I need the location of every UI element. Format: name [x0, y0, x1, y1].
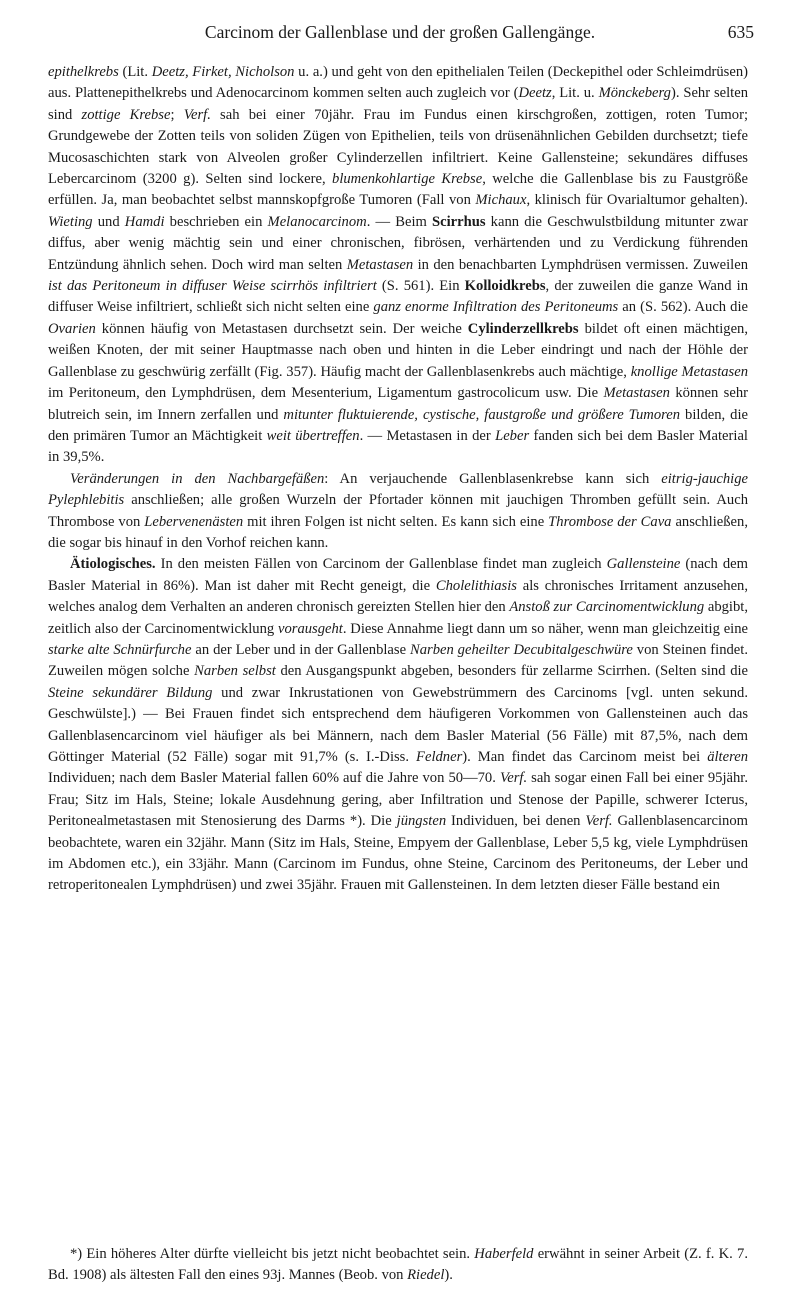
italic-run: Cholelithiasis	[435, 577, 517, 594]
italic-run: ist das Peritoneum in diffuser Weise scirrhös infiltriert	[48, 278, 377, 295]
text-run: den Ausgangspunkt abgeben, besonders für zellarme Scirrhen. (Selten sind die	[275, 663, 749, 680]
italic-run: Haberfeld	[474, 1246, 534, 1262]
italic-run: Gallensteine	[606, 556, 681, 573]
italic-run: Metastasen	[603, 385, 670, 402]
running-title: Carcinom der Gallenblase und der großen Gallengänge.	[204, 22, 596, 42]
text-run: , klinisch für Ovarialtumor gehalten).	[526, 192, 748, 209]
text-run: Gallenblasencarcinom beobachtete, waren ein 32jähr. Mann (Sitz im Hals, Steine, Empyem der Gallenblase, Leber 5,5 kg, viele Lymphdrüsen im Abdomen etc.), ein 33jähr. Mann (Carcinom im Fundus, ohne Steine, Carcinom des Peritoneums, der Leber und retroperitonealen Lymphdrüsen) und zwei 35jähr. Frauen mit Gallensteinen. In dem letzten dieser Fälle bestand ein	[48, 813, 748, 894]
italic-run: Michaux	[475, 192, 527, 209]
text-run: an der Leber und in der Gallenblase	[191, 641, 410, 658]
text-run: und	[92, 213, 125, 230]
italic-run: epithelkrebs	[48, 64, 119, 80]
text-run: fanden sich bei dem Basler Material in 39,5%.	[48, 427, 748, 466]
running-head	[0, 22, 800, 48]
italic-run: Verf.	[183, 106, 211, 123]
italic-run: mitunter fluktuierende, cystische, faustgroße und größere Tumoren	[283, 406, 681, 423]
text-run: als chronisches Irritament anzusehen, welches analog dem Verhalten an anderen chronisch gereizten Stellen hier den	[48, 577, 748, 616]
italic-run: Verf.	[499, 770, 528, 787]
text-run: . — Beim	[366, 213, 433, 230]
text-run: In den meisten Fällen von Carcinom der Gallenblase findet man zugleich	[155, 556, 607, 573]
text-run: (Lit.	[118, 64, 152, 80]
text-run: können sehr blutreich sein, im Innern zerfallen und	[48, 385, 748, 423]
italic-run: Riedel	[407, 1267, 445, 1284]
italic-run: Narben selbst	[194, 663, 276, 680]
italic-run: Anstoß zur Carcinomentwicklung	[509, 599, 705, 616]
italic-run: zottige Krebse	[81, 106, 171, 123]
text-run: ;	[170, 106, 184, 123]
italic-run: blumenkohlartige Krebse	[332, 171, 483, 188]
text-run: beschrieben ein	[164, 213, 268, 230]
text-run: kann die Geschwulstbildung mitunter zwar diffus, aber wenig mächtig sein und einer chronischen, fibrösen, verhärtenden und zu Verdickung führenden Entzündung ähnlich sehen. Doch wird man selten	[48, 213, 748, 273]
text-run: ). Man findet das Carcinom meist bei	[462, 749, 708, 765]
text-run: bilden, die den primären Tumor an Mächtigkeit	[48, 406, 748, 444]
italic-run: Feldner	[416, 749, 463, 765]
text-run: und zwar Inkrustationen von Gewebstrümmern des Carcinoms [vgl. unten sekund. Geschwülste].) — Bei Frauen findet sich entsprechend dem häufigeren Vorkommen von Gallensteinen auch das Gallenblasencarcinom viel häufiger als bei Männern, nach dem Basler Material (56 Fälle) mit 87,5%, nach dem Göttinger Material (52 Fälle) sogar mit 91,7% (s. I.-Diss.	[48, 684, 748, 765]
text-run: bildet oft einen mächtigen, weißen Knoten, der mit seiner Hauptmasse nach oben und hinten in die Leber eindringt und nach der Höhle der Gallenblase zu geschwürig zerfällt (Fig. 357). Häufig macht der Gallenblasenkrebs auch mächtige,	[48, 320, 749, 380]
italic-run: starke alte Schnürfurche	[48, 641, 192, 658]
paragraph-morphology	[48, 62, 748, 469]
text-run: sah sogar einen Fall bei einer 95jähr. Frau; Sitz im Hals, Steine; lokale Ausdehnung gering, aber Infiltration und Stenose der Papille, schwerer Icterus, Peritonealmetastasen mit Stenosierung des Darms *). Die	[48, 770, 749, 830]
italic-run: Metastasen	[346, 256, 414, 273]
paragraph-etiology	[48, 554, 748, 897]
text-run: anschließen, die sogar bis hinauf in den Vorhof reichen kann.	[48, 513, 748, 551]
footnote	[48, 1244, 748, 1287]
italic-run: knollige Metastasen	[630, 363, 748, 380]
italic-run: Ovarien	[48, 320, 96, 337]
text-run: von Steinen findet. Zuweilen mögen solche	[48, 641, 748, 680]
text-run: Individuen; nach dem Basler Material fallen 60% auf die Jahre von 50—70.	[48, 770, 500, 787]
text-run: ). Sehr selten sind	[48, 85, 748, 123]
text-run: u. a.) und geht von den epithelialen Teilen (Deckepithel oder Schleimdrüsen) aus. Plattenepithelkrebs und Adenocarcinom kommen selten auch zugleich vor (	[48, 64, 748, 102]
italic-run: weit übertreffen	[266, 427, 360, 444]
italic-run: Leber	[495, 427, 530, 444]
italic-run: älteren	[707, 749, 748, 765]
body-text	[48, 62, 748, 897]
page-number: 635	[727, 22, 754, 42]
text-run: *) Ein höheres Alter dürfte vielleicht bis jetzt nicht beobachtet sein.	[70, 1246, 475, 1262]
paragraph-neighbor-vessels	[48, 469, 748, 555]
italic-run: Steine sekundärer Bildung	[48, 684, 213, 701]
italic-run: Veränderungen in den Nachbargefäßen	[70, 470, 325, 487]
italic-run: Thrombose der Cava	[548, 513, 672, 530]
text-run: erwähnt in seiner Arbeit (Z. f. K. 7. Bd. 1908) als ältesten Fall den eines 93j. Mannes (Beob. von	[48, 1246, 748, 1284]
text-run: (nach dem Basler Material in 86%). Man ist daher mit Recht geneigt, die	[48, 556, 748, 594]
text-run: können häufig von Metastasen durchsetzt sein. Der weiche	[95, 320, 468, 337]
text-run: mit ihren Folgen ist nicht selten. Es kann sich eine	[243, 513, 549, 530]
text-run: , Lit. u.	[551, 85, 599, 102]
italic-run: Deetz	[518, 85, 552, 102]
text-run: im Peritoneum, den Lymphdrüsen, dem Mesenterium, Ligamentum gastrocolicum usw. Die	[48, 385, 604, 402]
italic-run: Verf.	[585, 813, 613, 830]
bold-run: Scirrhus	[432, 213, 486, 230]
italic-run: vorausgeht	[278, 620, 343, 637]
italic-run: eitrig-jauchige Pylephlebitis	[48, 470, 748, 509]
text-run: in den benachbarten Lymphdrüsen vermissen. Zuweilen	[413, 256, 748, 273]
text-run: . — Metastasen in der	[359, 427, 496, 444]
italic-run: Wieting	[48, 213, 93, 230]
text-run: ).	[444, 1267, 453, 1284]
italic-run: Hamdi	[124, 213, 165, 230]
italic-run: Lebervenenästen	[144, 513, 244, 530]
bold-run: Cylinderzellkrebs	[467, 320, 579, 337]
text-run: anschließen; alle großen Wurzeln der Pfortader können mit jauchigen Thromben gefüllt sein. Auch Thrombose von	[48, 492, 748, 530]
italic-run: Deetz, Firket, Nicholson	[151, 64, 295, 80]
text-run: Individuen, bei denen	[446, 813, 586, 830]
text-run: (S. 561). Ein	[376, 278, 465, 295]
italic-run: Mönckeberg	[598, 85, 671, 102]
bold-run: Ätiologisches.	[70, 556, 156, 573]
italic-run: jüngsten	[396, 813, 447, 830]
text-run: sah bei einer 70jähr. Frau im Fundus einen kirschgroßen, zottigen, roten Tumor; Grundgewebe der Zotten teils von soliden Zügen von Epithelien, teils von drüsenähnlichen Gebilden durchsetzt; tiefe Mucosaschichten stark von Alveolen großer Cylinderzellen infiltriert. Keine Gallensteine; sekundäres diffuses Lebercarcinom (3200 g). Selten sind lockere,	[48, 106, 748, 188]
italic-run: Narben geheilter Decubitalgeschwüre	[409, 641, 633, 658]
text-run: , der zuweilen die ganze Wand in diffuser Weise infiltriert, schließt sich nicht selten eine	[48, 278, 749, 316]
text-run: : An verjauchende Gallenblasenkrebse kann sich	[324, 470, 662, 487]
text-run: an (S. 562). Auch die	[618, 299, 748, 316]
text-run: abgibt, zeitlich also der Carcinomentwicklung	[48, 599, 748, 637]
text-run: . Diese Annahme liegt dann um so näher, wenn man gleichzeitig eine	[342, 620, 749, 637]
text-run: , welche die Gallenblase bis zu Faustgröße erfüllen. Ja, man beobachtet selbst mannskopfgroße Tumoren (Fall von	[48, 171, 749, 209]
italic-run: ganz enorme Infiltration des Peritoneums	[373, 299, 619, 316]
bold-run: Kolloidkrebs	[464, 278, 546, 295]
italic-run: Melanocarcinom	[267, 213, 367, 230]
footnote-text	[48, 1244, 748, 1287]
